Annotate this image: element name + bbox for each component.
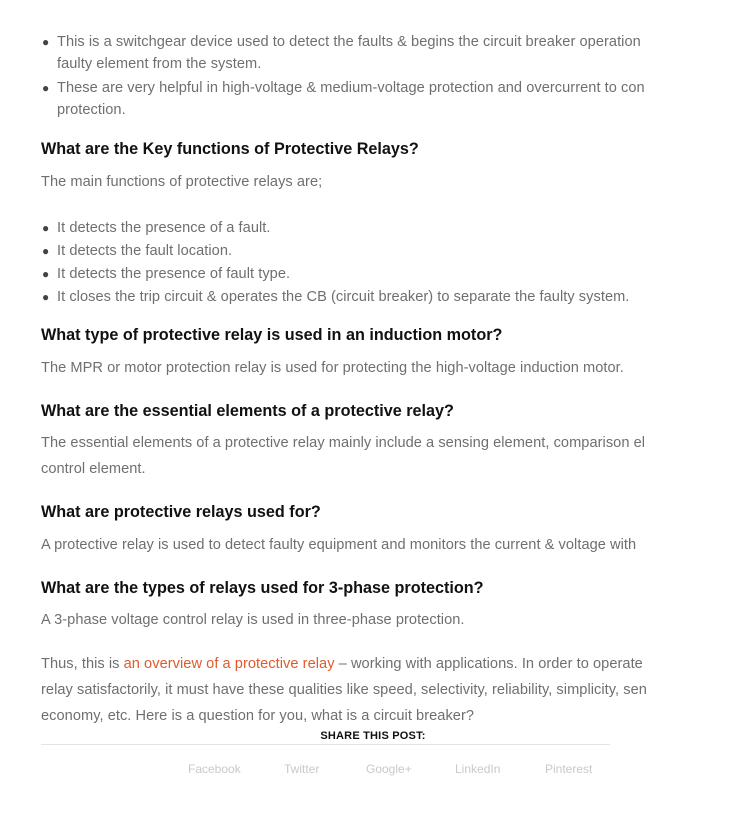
share-pinterest-link[interactable]: Pinterest: [545, 762, 593, 776]
section-heading: What are the Key functions of Protective Relays?: [41, 140, 419, 158]
section-heading: What type of protective relay is used in an induction motor?: [41, 326, 503, 344]
list-item: [0, 77, 645, 121]
list-item-text: It detects the fault location.: [57, 243, 233, 259]
list-item: [0, 217, 610, 240]
section-paragraph-line: control element.: [41, 461, 146, 477]
conclusion-prefix: Thus, this is: [41, 656, 124, 672]
list-item-line: protection.: [57, 102, 126, 118]
section-paragraph: A 3-phase voltage control relay is used in three-phase protection.: [41, 612, 465, 628]
list-item-line: This is a switchgear device used to detect the faults & begins the circuit breaker operation: [57, 34, 641, 50]
overview-link[interactable]: an overview of a protective relay: [123, 656, 335, 672]
conclusion-line: [41, 656, 643, 672]
bullet-icon: ●: [42, 221, 50, 235]
list-item-line: faulty element from the system.: [57, 56, 262, 72]
list-item-line: These are very helpful in high-voltage & medium-voltage protection and overcurrent to con: [57, 80, 645, 96]
bullet-icon: ●: [42, 81, 50, 95]
list-item: [0, 263, 610, 286]
list-item: [0, 240, 610, 263]
conclusion-line: relay satisfactorily, it must have these qualities like speed, selectivity, reliability, simplicity, sen: [41, 682, 647, 698]
section-paragraph-line: The essential elements of a protective relay mainly include a sensing element, comparison el: [41, 435, 646, 451]
conclusion-suffix: – working with applications. In order to operate: [334, 656, 643, 672]
list-item: [0, 31, 641, 75]
share-divider: [41, 744, 610, 745]
share-twitter-link[interactable]: Twitter: [284, 762, 320, 776]
share-googleplus-link[interactable]: Google+: [366, 762, 412, 776]
list-item-text: It detects the presence of a fault.: [57, 220, 271, 236]
section-paragraph: A protective relay is used to detect faulty equipment and monitors the current & voltage with: [41, 537, 637, 553]
bullet-icon: ●: [42, 267, 50, 281]
section-heading: What are protective relays used for?: [41, 503, 321, 521]
conclusion-line: economy, etc. Here is a question for you, what is a circuit breaker?: [41, 708, 475, 724]
share-title: SHARE THIS POST:: [320, 730, 426, 742]
section-heading: What are the essential elements of a protective relay?: [41, 402, 454, 420]
share-facebook-link[interactable]: Facebook: [188, 762, 241, 776]
list-item: [0, 286, 630, 309]
bullet-icon: ●: [42, 244, 50, 258]
intro-list: [0, 31, 645, 121]
bullet-icon: ●: [42, 35, 50, 49]
key-functions-list: [0, 217, 630, 309]
section-heading: What are the types of relays used for 3-phase protection?: [41, 579, 484, 597]
section-paragraph: The MPR or motor protection relay is used for protecting the high-voltage induction motor.: [41, 360, 624, 376]
list-item-text: It detects the presence of fault type.: [57, 266, 291, 282]
section-paragraph: The main functions of protective relays are;: [41, 174, 323, 190]
bullet-icon: ●: [42, 290, 50, 304]
share-linkedin-link[interactable]: LinkedIn: [455, 762, 501, 776]
list-item-text: It closes the trip circuit & operates the CB (circuit breaker) to separate the faulty system.: [57, 289, 630, 305]
